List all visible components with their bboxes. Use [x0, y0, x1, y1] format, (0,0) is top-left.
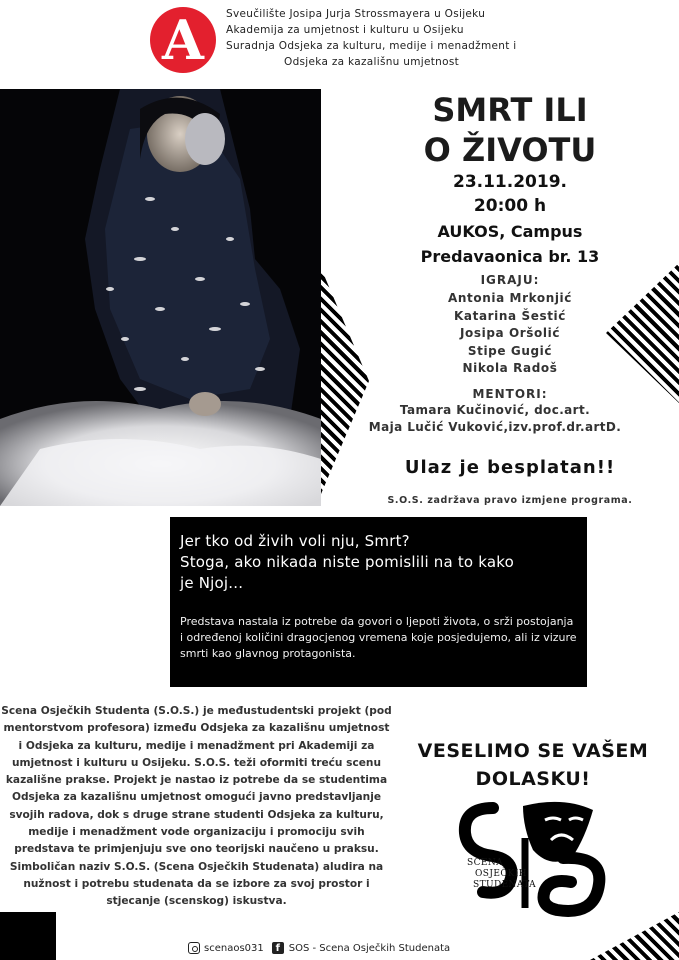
mentors-heading: MENTORI: [472, 387, 548, 401]
sos-logo-caption [467, 858, 536, 891]
cast-member: Josipa Oršolić [459, 326, 561, 340]
quote-text [180, 531, 577, 594]
sos-caption-line3: STUDENATA [473, 880, 537, 890]
mentor-name: Tamara Kučinović, doc.art. [399, 403, 591, 417]
quote-box [170, 517, 587, 687]
event-date: 23.11.2019. [452, 172, 567, 192]
welcome-line2: DOLASKU! [475, 768, 591, 790]
event-title-line2: O ŽIVOTU [423, 131, 597, 169]
welcome-message [392, 737, 674, 793]
header-line-cooperation: Suradnja Odsjeka za kulturu, medije i menadžment i [226, 40, 517, 52]
play-description: Predstava nastala iz potrebe da govori o ljepoti života, o srži postojanja i određenoj količini dragocjenog vremena koje posjedujemo, ali iz vizure smrti kao glavnog protagonista. [180, 615, 577, 660]
welcome-line1: VESELIMO SE VAŠEM [417, 740, 649, 762]
cast-member: Antonia Mrkonjić [448, 291, 572, 305]
facebook-icon: f [272, 942, 284, 954]
free-entry-notice: Ulaz je besplatan!! [404, 457, 616, 478]
instagram-icon [188, 942, 200, 954]
header-line-department: Odsjeka za kazališnu umjetnost [284, 56, 460, 68]
quote-line2: Stoga, ako nikada niste pomislili na to kako [180, 553, 515, 571]
program-change-disclaimer: S.O.S. zadržava pravo izmjene programa. [387, 495, 633, 506]
sos-caption-line2: OSJEČKIH [475, 869, 527, 879]
event-title [360, 90, 660, 170]
black-corner-block [0, 912, 56, 960]
event-venue: AUKOS, Campus [437, 222, 583, 241]
sos-caption-line1: SCENA [467, 858, 503, 868]
facebook-page[interactable]: SOS - Scena Osječkih Studenata [288, 942, 451, 954]
mentor-name: Maja Lučić Vuković,izv.prof.dr.artD. [368, 420, 622, 434]
about-sos-text: Scena Osječkih Studenta (S.O.S.) je međustudentski projekt (pod mentorstvom profesora) između Odsjeka za kazališnu umjetnost i Odsjeka za kulturu, medije i menadžment pri Akademiji za umjetnost i kulturu u Osijeku. S.O.S. teži oformiti treću scenu kazališne prakse. Projekt je nastao iz potrebe da se studentima Odsjeka za kazališnu umjetnost omogući javno predstavljanje svojih radova, dok s druge strane studenti Odsjeka za kulturu, medije i menadžment vode organizaciju i promociju svih predstava te primjenjuju sve ono teorijski naučeno u praksu. Simboličan naziv S.O.S. (Scena Osječkih Studenata) aludira na nužnost i potrebu studenata da se izbore za svoj prostor i stjecanje (scenskog) iskustva. [1, 705, 392, 908]
instagram-handle[interactable]: scenaos031 [204, 942, 264, 954]
quote-line1: Jer tko od živih voli nju, Smrt? [180, 532, 410, 550]
academy-logo [150, 7, 216, 73]
quote-line3: je Njoj... [180, 574, 244, 592]
header-institution-text [226, 6, 546, 70]
cast-member: Nikola Radoš [462, 361, 558, 375]
event-title-line1: SMRT ILI [432, 91, 588, 129]
event-time: 20:00 h [473, 196, 547, 216]
event-room: Predavaonica br. 13 [420, 247, 600, 266]
cast-heading: IGRAJU: [480, 273, 540, 287]
academy-logo-letter: A [162, 8, 204, 72]
performance-photo-graphic [0, 89, 321, 506]
header-line-university: Sveučilište Josipa Jurja Strossmayera u Osijeku [226, 8, 486, 20]
cast-list [360, 290, 660, 378]
cast-member: Katarina Šestić [454, 308, 566, 323]
footer-social [188, 942, 450, 954]
mentors-list [325, 402, 665, 436]
header-line-academy: Akademija za umjetnost i kulturu u Osijeku [226, 24, 464, 36]
cast-member: Stipe Gugić [467, 343, 553, 358]
performance-photo [0, 89, 321, 506]
